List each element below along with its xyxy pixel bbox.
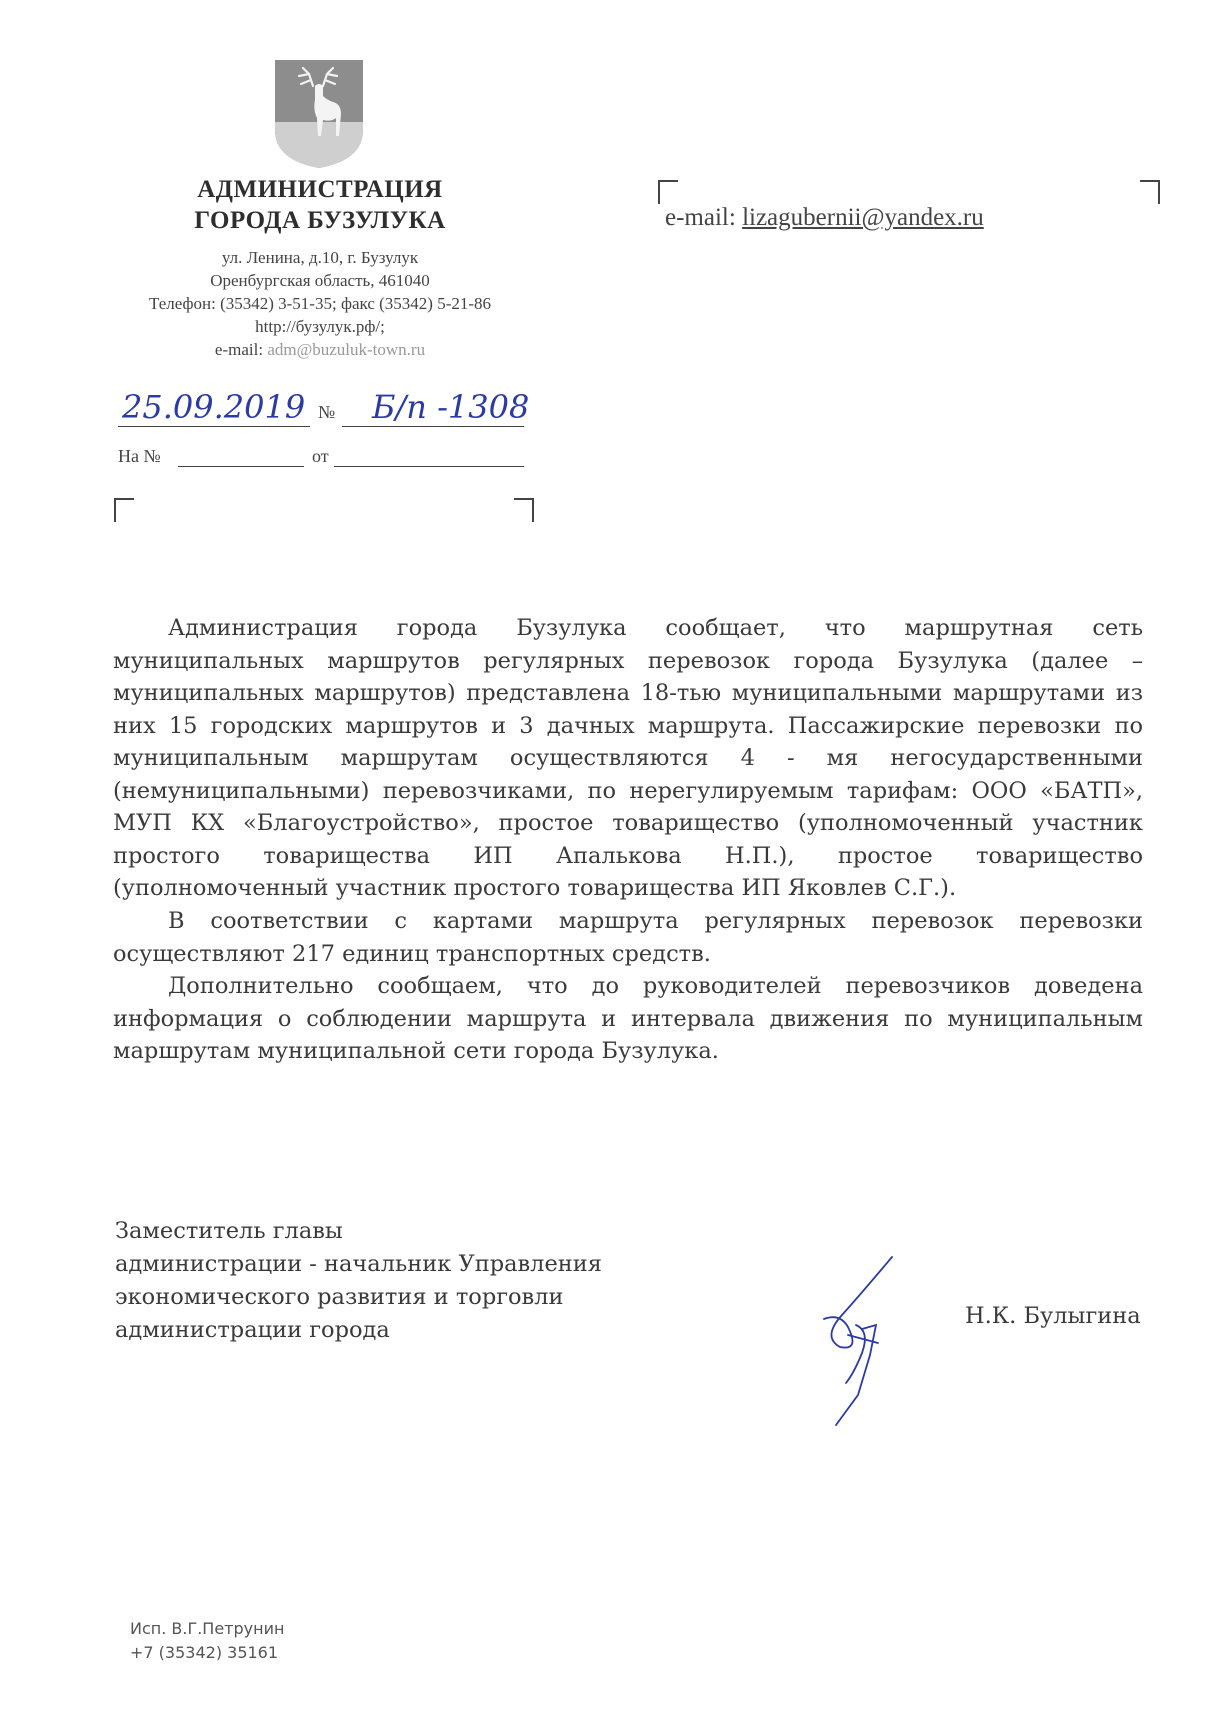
region-line: Оренбургская область, 461040 bbox=[210, 271, 430, 290]
number-sign: № bbox=[318, 402, 336, 422]
recipient-corner-right bbox=[1140, 180, 1160, 204]
body-paragraph-2: В соответствии с картами маршрута регулярных перевозок перевозки осуществляют 217 единиц транспортных средств. bbox=[113, 908, 1143, 967]
executor-name: Исп. В.Г.Петрунин bbox=[130, 1619, 285, 1638]
signatory-title bbox=[115, 1215, 735, 1347]
body-paragraph-3: Дополнительно сообщаем, что до руководителей перевозчиков доведена информация о соблюдении маршрута и интервала движения по муниципальным маршрутам муниципальной сети города Бузулука. bbox=[113, 973, 1143, 1064]
ref-from-label: от bbox=[312, 446, 329, 466]
number-underline bbox=[342, 426, 524, 427]
recipient-email bbox=[665, 204, 984, 232]
deer-emblem-icon bbox=[275, 60, 363, 168]
ref-date-blank bbox=[334, 466, 524, 467]
signatory-title-line1: Заместитель главы bbox=[115, 1218, 343, 1244]
address-corner-left bbox=[114, 498, 134, 522]
date-underline bbox=[118, 426, 310, 427]
org-name-line1: АДМИНИСТРАЦИЯ bbox=[197, 176, 443, 203]
signatory-name: Н.К. Булыгина bbox=[965, 1303, 1141, 1329]
email-link[interactable]: adm@buzuluk-town.ru bbox=[267, 340, 426, 359]
ref-number-blank bbox=[178, 466, 304, 467]
org-name-line2: ГОРОДА БУЗУЛУКА bbox=[194, 207, 446, 234]
body-paragraph-1: Администрация города Бузулука сообщает, что маршрутная сеть муниципальных маршрутов регулярных перевозок города Бузулука (далее – муниципальных маршрутов) представлена 18-тью муниципальными маршрутами из них 15 городских маршрутов и 3 дачных маршрута. Пассажирские перевозки по муниципальным маршрутам осуществляются 4 - мя негосударственными (немуниципальными) перевозчиками, по нерегулируемым тарифам: ООО «БАТП», МУП КХ «Благоустройство», простое товарищество (уполномоченный участник простого товарищества ИП Апалькова Н.П.), простое товарищество (уполномоченный участник простого товарищества ИП Яковлев С.Г.). bbox=[113, 615, 1143, 901]
email-label: e-mail: bbox=[214, 340, 264, 359]
signatory-title-line2: администрации - начальник Управления bbox=[115, 1251, 602, 1277]
address-corner-right bbox=[514, 498, 534, 522]
executor-phone: +7 (35342) 35161 bbox=[130, 1643, 279, 1662]
signatory-title-line3: экономического развития и торговли bbox=[115, 1284, 564, 1310]
recipient-email-label: e-mail: bbox=[665, 204, 736, 231]
handwritten-date: 25.09.2019 bbox=[122, 388, 306, 426]
signatory-title-line4: администрации города bbox=[115, 1317, 390, 1343]
handwritten-signature bbox=[800, 1255, 910, 1430]
recipient-corner-left bbox=[658, 180, 678, 204]
ref-number-label: На № bbox=[118, 446, 161, 466]
handwritten-number: Б/п -1308 bbox=[372, 388, 530, 426]
recipient-email-link[interactable]: lizagubernii@yandex.ru bbox=[742, 204, 984, 231]
site-line: http://бузулук.рф/; bbox=[255, 317, 385, 336]
phone-line: Телефон: (35342) 3-51-35; факс (35342) 5-21-86 bbox=[148, 294, 492, 313]
address-line: ул. Ленина, д.10, г. Бузулук bbox=[221, 248, 419, 267]
executor-info bbox=[130, 1617, 284, 1665]
email-line bbox=[80, 338, 560, 361]
